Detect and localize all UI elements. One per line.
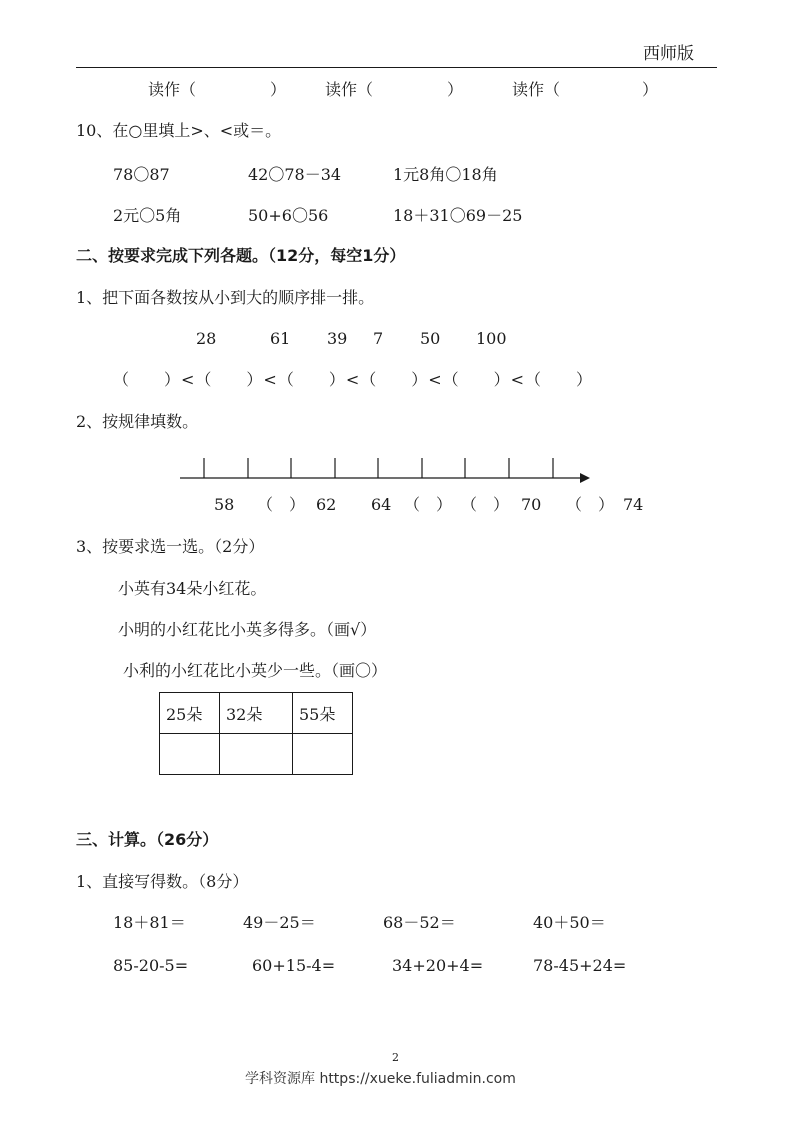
number-line-label: 62 bbox=[316, 495, 337, 514]
section-3-heading: 三、计算。（26分） bbox=[76, 830, 219, 849]
number-line-blank: （ ） bbox=[404, 495, 453, 514]
choice-option: 25朵 bbox=[160, 693, 220, 734]
number-item: 100 bbox=[476, 329, 507, 348]
page-number: 2 bbox=[392, 1051, 399, 1064]
s2-q1-title: 1、把下面各数按从小到大的顺序排一排。 bbox=[76, 288, 375, 307]
number-line-blank: （ ） bbox=[566, 495, 615, 514]
read-as-close-1: ） bbox=[270, 80, 287, 99]
number-line-label: 70 bbox=[521, 495, 542, 514]
number-item: 61 bbox=[270, 329, 291, 348]
order-line: （ ）<（ ）<（ ）<（ ）<（ ）<（ ） bbox=[113, 370, 594, 389]
calc-item: 60+15-4= bbox=[252, 956, 336, 975]
header-rule bbox=[76, 67, 717, 68]
q10-item: 2元〇5角 bbox=[113, 206, 182, 225]
read-as-open-3: 读作（ bbox=[512, 80, 561, 99]
q3-statement-3: 小利的小红花比小英少一些。（画〇） bbox=[123, 661, 388, 680]
answer-cell[interactable] bbox=[293, 734, 353, 775]
s3-q1-title: 1、直接写得数。（8分） bbox=[76, 872, 249, 891]
q3-statement-2: 小明的小红花比小英多得多。（画√） bbox=[118, 620, 377, 639]
q3-statement-1: 小英有34朵小红花。 bbox=[118, 579, 267, 598]
answer-cell[interactable] bbox=[220, 734, 293, 775]
q10-item: 1元8角〇18角 bbox=[393, 165, 498, 184]
calc-item: 18＋81＝ bbox=[113, 913, 186, 932]
edition-label: 西师版 bbox=[643, 44, 694, 64]
footer-link[interactable]: 学科资源库 https://xueke.fuliadmin.com bbox=[245, 1071, 516, 1087]
number-line bbox=[180, 456, 592, 486]
q10-item: 42〇78－34 bbox=[248, 165, 342, 184]
number-line-blank: （ ） bbox=[257, 495, 306, 514]
choice-option: 55朵 bbox=[293, 693, 353, 734]
number-item: 28 bbox=[196, 329, 217, 348]
choice-table bbox=[159, 692, 353, 775]
number-item: 39 bbox=[327, 329, 348, 348]
read-as-open-1: 读作（ bbox=[148, 80, 197, 99]
q10-item: 78〇87 bbox=[113, 165, 170, 184]
number-line-label: 58 bbox=[214, 495, 235, 514]
answer-cell[interactable] bbox=[160, 734, 220, 775]
number-item: 7 bbox=[373, 329, 384, 348]
s2-q2-title: 2、按规律填数。 bbox=[76, 412, 199, 431]
read-as-close-3: ） bbox=[642, 80, 659, 99]
q10-title: 10、在○里填上>、<或＝。 bbox=[76, 121, 282, 140]
calc-item: 49－25＝ bbox=[243, 913, 316, 932]
choice-option: 32朵 bbox=[220, 693, 293, 734]
q10-item: 18＋31〇69－25 bbox=[393, 206, 523, 225]
s2-q3-title: 3、按要求选一选。（2分） bbox=[76, 537, 265, 556]
calc-item: 78-45+24= bbox=[533, 956, 627, 975]
number-line-label: 74 bbox=[623, 495, 644, 514]
number-line-label: 64 bbox=[371, 495, 392, 514]
calc-item: 34+20+4= bbox=[392, 956, 484, 975]
read-as-close-2: ） bbox=[447, 80, 464, 99]
calc-item: 85-20-5= bbox=[113, 956, 189, 975]
number-item: 50 bbox=[420, 329, 441, 348]
calc-item: 68－52＝ bbox=[383, 913, 456, 932]
q10-item: 50+6〇56 bbox=[248, 206, 329, 225]
section-2-heading: 二、按要求完成下列各题。（12分，每空1分） bbox=[76, 246, 406, 265]
calc-item: 40＋50＝ bbox=[533, 913, 606, 932]
read-as-open-2: 读作（ bbox=[325, 80, 374, 99]
number-line-blank: （ ） bbox=[461, 495, 510, 514]
